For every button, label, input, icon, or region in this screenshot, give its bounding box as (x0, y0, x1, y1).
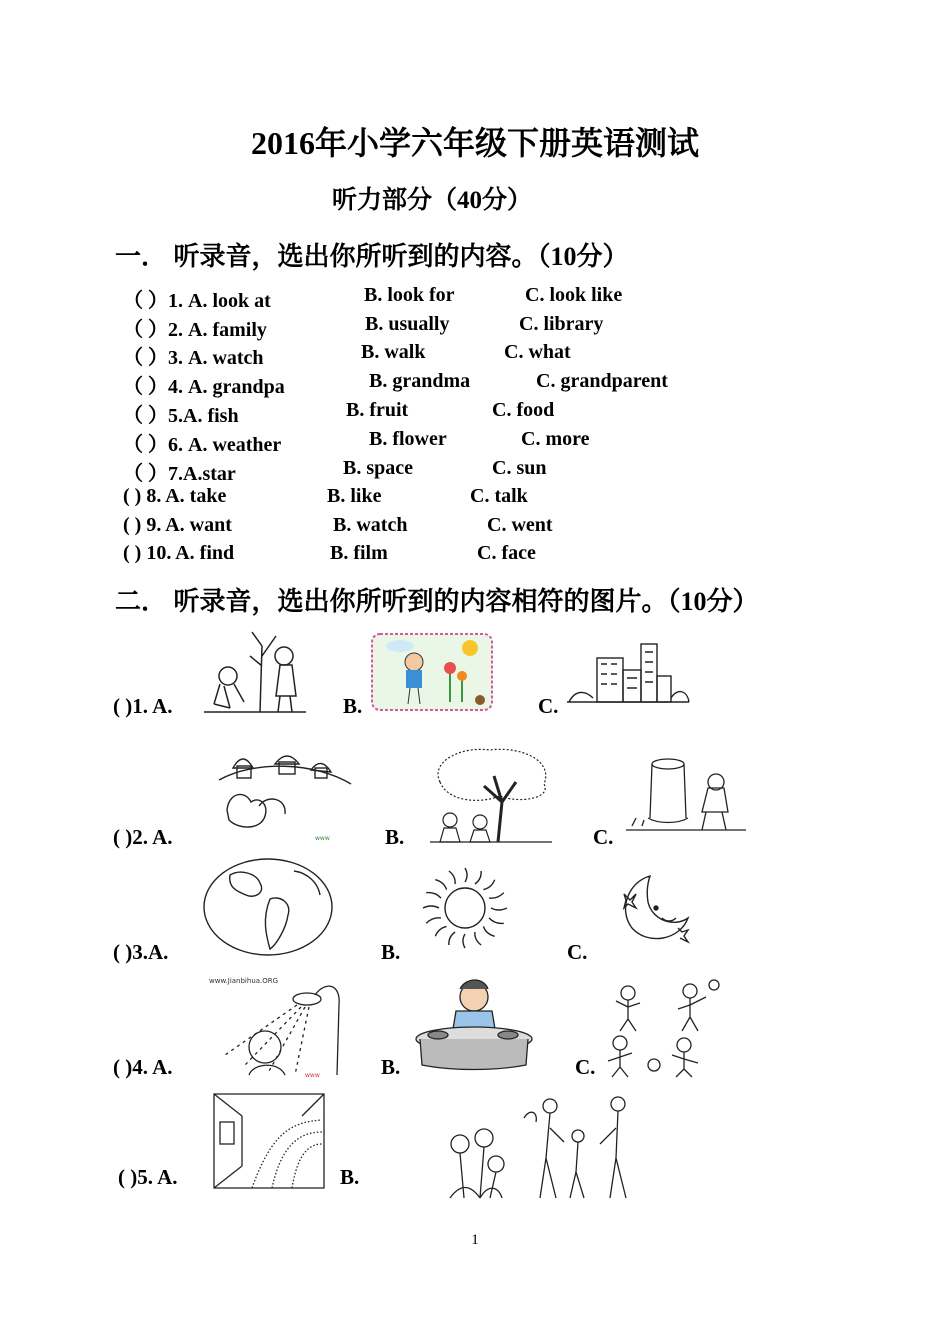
village-hills-icon (215, 740, 355, 846)
globe-icon (200, 855, 338, 961)
question-6-a-option: （ ）6. A. weather (123, 434, 282, 456)
pic-q2-a-label: ( )2. A. (113, 825, 173, 849)
pic-q1-a-label: ( )1. A. (113, 694, 173, 718)
svg-text:www: www (315, 835, 330, 842)
pic-q5-a-label: ( )5. A. (118, 1165, 178, 1189)
question-3-b-option: B. walk (361, 341, 426, 363)
boy-eating-icon (412, 975, 536, 1071)
page-title: 2016年小学六年级下册英语测试 (250, 125, 699, 161)
pic-q1-c-label: C. (538, 694, 559, 718)
question-9-c-option: C. went (487, 514, 553, 536)
city-buildings-icon (565, 640, 691, 706)
question-10-c-option: C. face (477, 542, 536, 564)
moon-icon (610, 870, 696, 946)
question-9-b-option: B. watch (333, 514, 408, 536)
pic-q3-a-label: ( )3.A. (113, 940, 169, 964)
section1-heading: 一． 听录音，选出你所听到的内容。（10分） (115, 242, 629, 271)
question-3-a-option: （ ）3. A. watch (123, 347, 264, 369)
svg-text:www.Jianbihua.ORG: www.Jianbihua.ORG (209, 977, 279, 985)
room-icon (212, 1092, 328, 1190)
question-8-a-option: ( ) 8. A. take (123, 485, 227, 507)
question-2-a-option: （ ）2. A. family (123, 319, 267, 341)
pic-q3-c-label: C. (567, 940, 588, 964)
question-7-b-option: B. space (343, 457, 413, 479)
shower-icon (205, 975, 355, 1081)
question-5-a-option: （ ）5.A. fish (123, 405, 239, 427)
pic-q1-b-label: B. (343, 694, 363, 718)
question-2-b-option: B. usually (365, 313, 450, 335)
pic-q2-c-label: C. (593, 825, 614, 849)
question-7-a-option: （ ）7.A.star (123, 463, 236, 485)
flowers-family-icon (440, 1088, 640, 1200)
pic-q4-b-label: B. (381, 1055, 401, 1079)
question-1-b-option: B. look for (364, 284, 455, 306)
question-8-c-option: C. talk (470, 485, 528, 507)
tree-stump-icon (622, 752, 750, 834)
tree-picnic-icon (420, 742, 562, 846)
boy-watering-flowers-icon (370, 632, 494, 712)
question-10-a-option: ( ) 10. A. find (123, 542, 235, 564)
pic-q4-c-label: C. (575, 1055, 596, 1079)
question-5-b-option: B. fruit (346, 399, 409, 421)
question-4-b-option: B. grandma (369, 370, 471, 392)
question-2-c-option: C. library (519, 313, 604, 335)
question-5-c-option: C. food (492, 399, 555, 421)
question-1-a-option: （ ）1. A. look at (123, 290, 271, 312)
pic-q2-b-label: B. (385, 825, 405, 849)
question-6-c-option: C. more (521, 428, 590, 450)
page-subtitle: 听力部分（40分） (332, 187, 533, 214)
section2-heading: 二． 听录音，选出你所听到的内容相符的图片。（10分） (115, 587, 759, 616)
question-3-c-option: C. what (504, 341, 571, 363)
pic-q3-b-label: B. (381, 940, 401, 964)
planting-tree-icon (200, 626, 310, 714)
question-8-b-option: B. like (327, 485, 382, 507)
pic-q4-a-label: ( )4. A. (113, 1055, 173, 1079)
page-number: 1 (471, 1232, 479, 1248)
question-4-a-option: （ ）4. A. grandpa (123, 376, 285, 398)
question-10-b-option: B. film (330, 542, 388, 564)
question-4-c-option: C. grandparent (536, 370, 668, 392)
kids-playing-icon (598, 975, 722, 1079)
sun-icon (412, 862, 518, 960)
question-1-c-option: C. look like (525, 284, 623, 306)
svg-text:www: www (305, 1072, 320, 1079)
question-9-a-option: ( ) 9. A. want (123, 514, 232, 536)
pic-q5-b-label: B. (340, 1165, 360, 1189)
question-7-c-option: C. sun (492, 457, 547, 479)
question-6-b-option: B. flower (369, 428, 447, 450)
